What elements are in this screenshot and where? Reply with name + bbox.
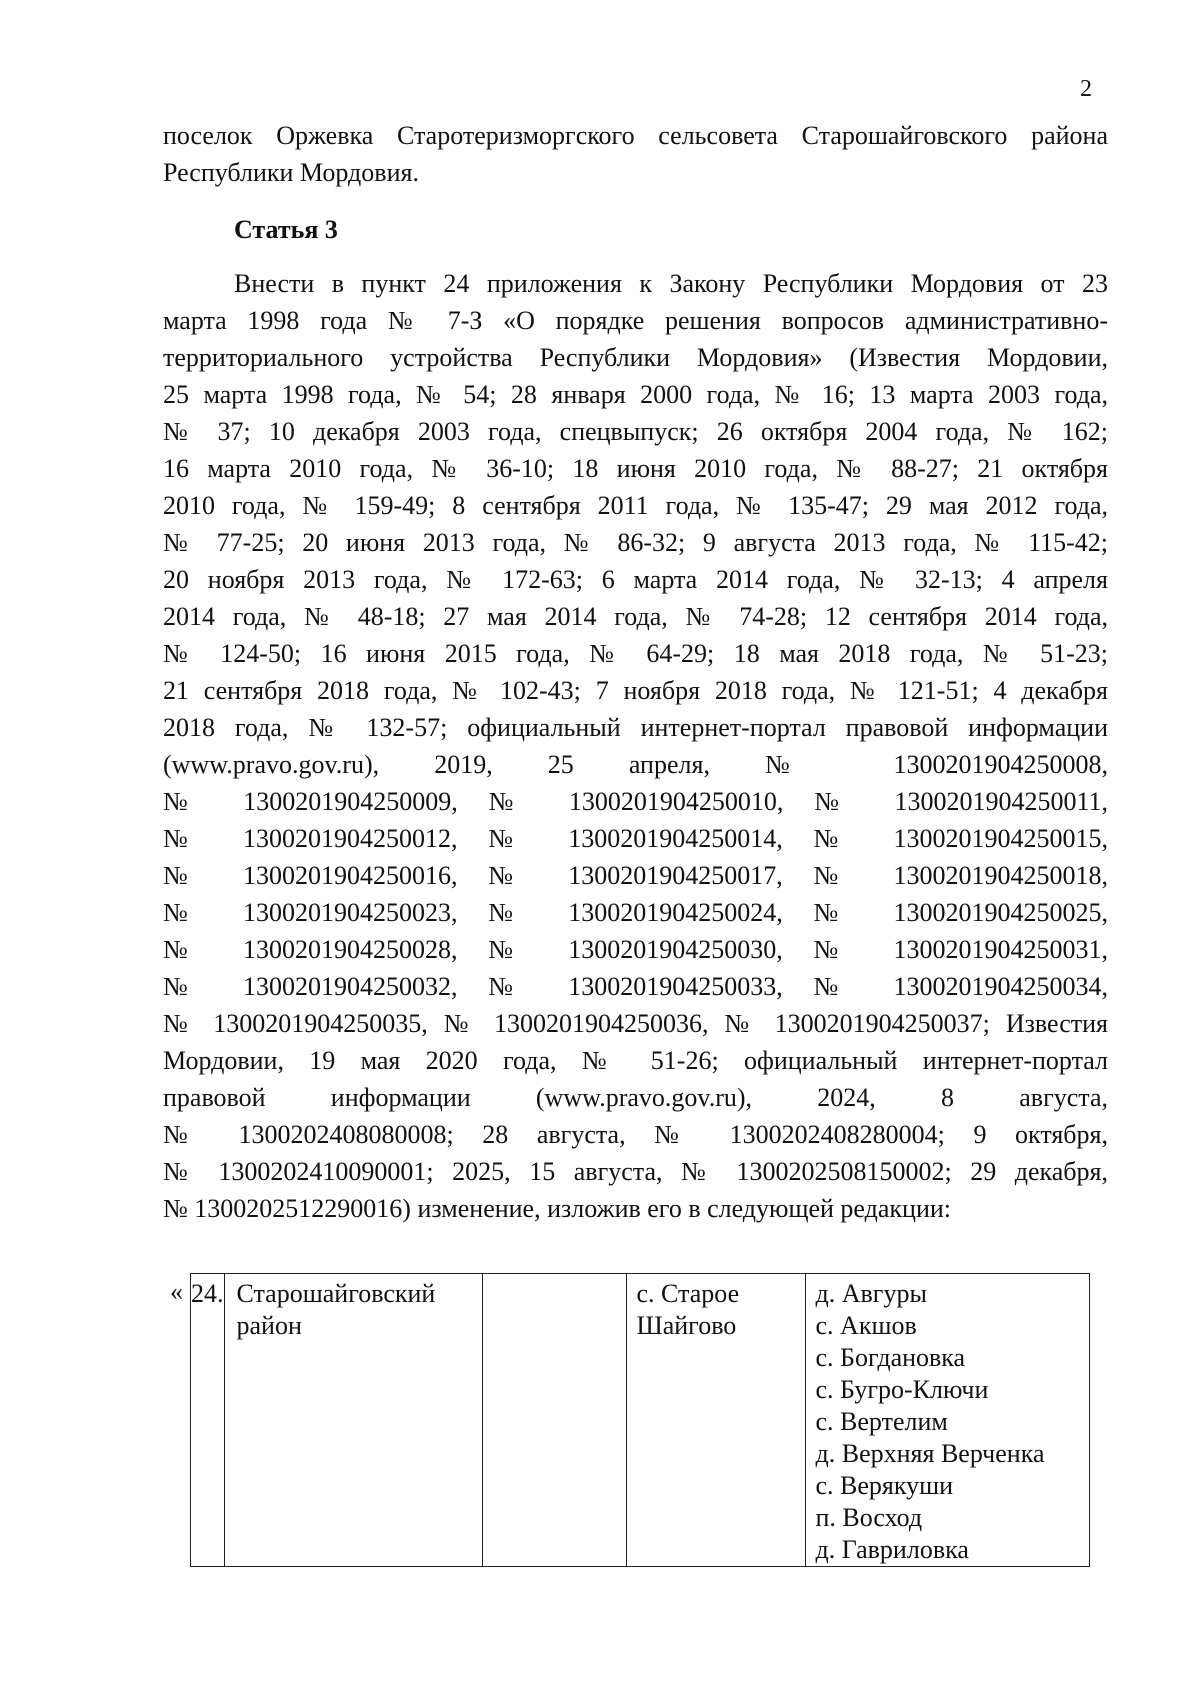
text-line: 2010 года, № 159-49; 8 сентября 2011 года, № 135-47; 29 мая 2012 года, [163,491,1108,520]
text-line: № 1300201904250012, № 1300201904250014, № 1300201904250015, [163,824,1108,853]
text-line: (www.pravo.gov.ru), 2019, 25 апреля, № 1300201904250008, [163,750,1108,779]
settlement-item: с. Богдановка [815,1343,966,1372]
empty-cell [482,1274,626,1567]
text-line: № 1300201904250023, № 1300201904250024, № 1300201904250025, [163,898,1108,927]
settlement-item: д. Гавриловка [815,1535,969,1564]
text-line: № 1300201904250016, № 1300201904250017, № 1300201904250018, [163,861,1108,890]
text-line: 25 марта 1998 года, № 54; 28 января 2000 года, № 16; 13 марта 2003 года, [163,380,1108,409]
district-line: Старошайговский [236,1279,436,1308]
settlement-item: д. Верхняя Верченка [815,1439,1045,1468]
center-line: Шайгово [636,1311,737,1340]
settlement-item: с. Акшов [815,1311,917,1340]
text-line: № 77-25; 20 июня 2013 года, № 86-32; 9 августа 2013 года, № 115-42; [163,528,1108,557]
district-cell [224,1274,482,1567]
text-line: Мордовии, 19 мая 2020 года, № 51-26; официальный интернет-портал [163,1046,1108,1075]
page-number: 2 [1080,76,1092,102]
text-line: № 1300202408080008; 28 августа, № 1300202408280004; 9 октября, [163,1120,1108,1149]
text-line: № 1300201904250035, № 1300201904250036, № 1300201904250037; Известия [163,1009,1108,1038]
open-quote-mark: « [170,1277,183,1306]
text-line: 21 сентября 2018 года, № 102-43; 7 ноября 2018 года, № 121-51; 4 декабря [163,676,1108,705]
text-line: 2018 года, № 132-57; официальный интернет-портал правовой информации [163,713,1108,742]
text-line: 2014 года, № 48-18; 27 мая 2014 года, № 74-28; 12 сентября 2014 года, [163,602,1108,631]
settlement-item: с. Бугро-Ключи [815,1375,989,1404]
text-line: № 1300201904250028, № 1300201904250030, № 1300201904250031, [163,935,1108,964]
table-row [191,1274,1090,1567]
text-line: № 1300201904250009, № 1300201904250010, № 1300201904250011, [163,787,1108,816]
continuation-paragraph [163,117,1108,191]
text-line: № 1300202410090001; 2025, 15 августа, № 1300202508150002; 29 декабря, [163,1157,1108,1186]
settlement-item: с. Верякуши [815,1471,954,1500]
administrative-center-cell [626,1274,805,1567]
center-line: с. Старое [636,1279,740,1308]
text-line: № 1300201904250032, № 1300201904250033, № 1300201904250034, [163,972,1108,1001]
text-line: Внести в пункт 24 приложения к Закону Республики Мордовия от 23 [234,269,1108,298]
text-line: территориального устройства Республики Мордовия» (Известия Мордовии, [163,343,1108,372]
settlement-item: с. Вертелим [815,1407,948,1436]
text-line: № 1300202512290016) изменение, изложив его в следующей редакции: [163,1194,951,1223]
row-number-cell: 24. [191,1274,225,1567]
text-line: марта 1998 года № 7-З «О порядке решения вопросов административно- [163,306,1108,335]
text-line: № 37; 10 декабря 2003 года, спецвыпуск; 26 октября 2004 года, № 162; [163,417,1108,446]
article-body [163,265,1108,1227]
text-line: поселок Оржевка Старотеризморгского сельсовета Старошайговского района [163,121,1108,150]
settlement-item: п. Восход [815,1503,923,1532]
text-line: Республики Мордовия. [163,158,419,187]
settlements-cell [805,1274,1090,1567]
text-line: 16 марта 2010 года, № 36-10; 18 июня 2010 года, № 88-27; 21 октября [163,454,1108,483]
text-line: № 124-50; 16 июня 2015 года, № 64-29; 18 мая 2018 года, № 51-23; [163,639,1108,668]
text-line: правовой информации (www.pravo.gov.ru), 2024, 8 августа, [163,1083,1108,1112]
amendment-table [190,1273,1090,1567]
settlement-item: д. Авгуры [815,1279,927,1308]
text-line: 20 ноября 2013 года, № 172-63; 6 марта 2014 года, № 32-13; 4 апреля [163,565,1108,594]
district-line: район [236,1311,302,1340]
article-heading: Статья 3 [234,215,338,244]
